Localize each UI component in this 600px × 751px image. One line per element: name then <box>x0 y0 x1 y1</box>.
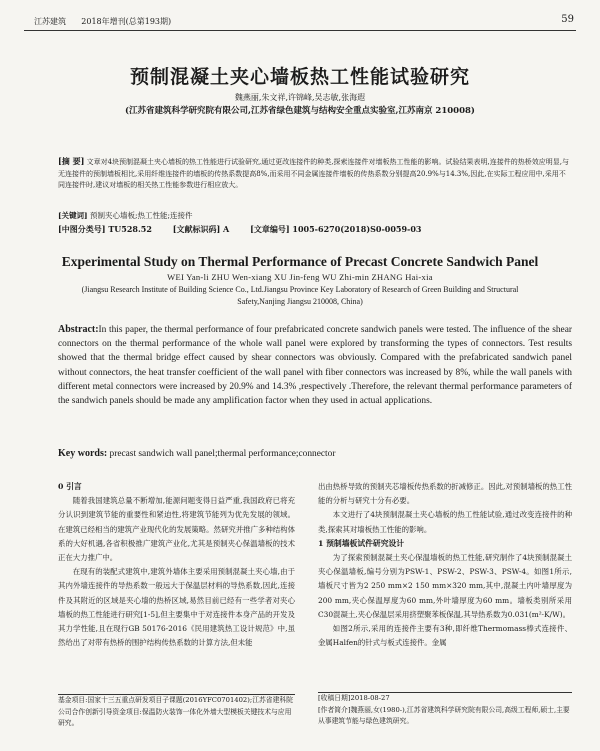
document-code: [文献标识码] A <box>172 224 230 234</box>
article-number: [文章编号] 1005-6270(2018)S0-0059-03 <box>250 224 422 234</box>
english-title: Experimental Study on Thermal Performance of Precast Concrete Sandwich Panel <box>61 254 539 269</box>
paper-title: 预制混凝土夹心墙板热工性能试验研究 <box>129 66 470 88</box>
author-list: 魏燕丽,朱文祥,许锦峰,吴志敏,张海遐 <box>234 93 366 102</box>
chinese-abstract-text: 文章对4块预制混凝土夹心墙板的热工性能进行试验研究,通过更改连接件的种类,探索连接件对墙板热工性能的影响。试验结果表明,连接件的热桥效应明显,与无连接件的预制墙板相比,采用纤维连接件的墙板的传热系数提高8%,而采用不同金属连接件墙板的传热系数分别提高20.9%与14.3%,因此,在实际工程应用中,采用不同连接件时,建议对墙板的相关热工性能参数进行相应放大。 <box>58 158 569 189</box>
chinese-keywords-label: [关键词] <box>58 211 88 220</box>
clc-number: [中图分类号] TU528.52 <box>58 224 152 234</box>
body-paragraph: 在现有的装配式建筑中,建筑外墙体主要采用预制混凝土夹心墙,由于其内外墙连接件的导热系数一般远大于保温层材料的导热系数,因此,连接件及其附近的区域是夹心墙的热桥区域,易然目前已经有一些学者对夹心墙板的热工性能进行研究[1-5],但主要集中于对连接件本身产品的开发及其力学性能,且在现行GB 50176-2016《民用建筑热工设计规范》中,虽然给出了对带有热桥的围护结构传热系数的计算方法,但未能 <box>58 567 295 648</box>
running-header <box>24 12 576 31</box>
chinese-keywords <box>58 210 572 221</box>
body-paragraph: 随着我国建筑总量不断增加,能源问题变得日益严重,我国政府已将充分认识到建筑节能的重要性和紧迫性,将建筑节能列为优先发展的领域。在建筑已经相当的建筑产业现代化的发展策略。然研究并推广多种结构体系的大好机遇,各省积极推广建筑产业化,尤其是预制夹心保温墙板的技术正在大力推广中。 <box>58 496 295 563</box>
funding-footnote: 基金项目:国家十三五重点研发项目子课题(2016YFC0701402);江苏省建科院公司合作创新引导资金项目:保温防火装饰一体化外墙大型模板关键技术与应用研究。 <box>58 696 293 727</box>
english-keywords <box>58 448 572 459</box>
section-heading-design: 1 预制墙板试件研究设计 <box>318 538 405 548</box>
affiliation: (江苏省建筑科学研究院有限公司,江苏省绿色建筑与结构安全重点实验室,江苏南京 210008) <box>125 106 475 116</box>
received-note <box>318 693 572 728</box>
received-date: [收稿日期]2018-08-27 <box>318 694 390 702</box>
issue-info: 2018年增刊(总第193期) <box>81 17 172 26</box>
body-paragraph: 如图2所示,采用的连接件主要有3种,即纤维Thermomass棒式连接件、金属Halfen的针式与板式连接件。金属 <box>318 624 572 648</box>
author-bio: [作者简介]魏燕丽,女(1980-),江苏省建筑科学研究院有限公司,高级工程师,硕士,主要从事建筑节能与绿色建筑研究。 <box>318 705 570 725</box>
english-abstract-text: In this paper, the thermal performance of four prefabricated concrete sandwich panels were tested. The influence of the shear connectors on the thermal performance of the whole wall panel were explored by transforming the types of connectors. Test results showed that the thermal bridge effect caused by shear connectors was obviously. Compared with the prefabricated sandwich panel without connectors, the heat transfer coefficient of the wall panel with fiber connectors was increased by 8%, while the wall panels with different metal connectors were increased by 20.9% and 14.3% ,respectively .Therefore, the relevant thermal performance parameters of the sandwich panels should be made any amplification factor when they used in actual applications. <box>58 325 572 407</box>
page-number: 59 <box>561 14 574 25</box>
right-column <box>318 480 572 650</box>
section-heading-intro: 0 引言 <box>58 482 82 491</box>
english-abstract-label: Abstract: <box>58 324 99 335</box>
journal-name: 江苏建筑 <box>34 17 66 26</box>
english-keywords-text: precast sandwich wall panel;thermal performance;connector <box>109 449 336 459</box>
classification-row <box>58 224 572 235</box>
chinese-abstract <box>58 156 572 192</box>
body-paragraph: 出由热桥导致的预制夹芯墙板传热系数的折减修正。因此,对预制墙板的热工性能的分析与研究十分有必要。 <box>318 482 572 506</box>
chinese-keywords-text: 预制夹心墙板;热工性能;连接件 <box>90 211 193 220</box>
chinese-abstract-label: [摘 要] <box>58 156 85 166</box>
english-authors: WEI Yan-li ZHU Wen-xiang XU Jin-feng WU Zhi-min ZHANG Hai-xia <box>167 272 433 282</box>
body-paragraph: 为了探索预制混凝土夹心保温墙板的热工性能,研究制作了4块预制混凝土夹心保温墙板,编号分别为PSW-1、PSW-2、PSW-3、PSW-4。如图1所示,墙板尺寸皆为2 250 mm×2 150 mm×320 mm,其中,混凝土内叶墙厚度为200 mm,夹心保温厚度为60 mm,外叶墙厚度为60 mm。墙板类别所采用C30混凝土,夹心保温层采用挤塑聚苯板保温,其导热系数为0.031(m²·K/W)。 <box>318 553 572 619</box>
body-paragraph: 本文进行了4块预制混凝土夹心墙板的热工性能试验,通过改变连接件的种类,探索其对墙板热工性能的影响。 <box>318 510 572 534</box>
english-keywords-label: Key words: <box>58 448 108 459</box>
left-column <box>58 480 295 650</box>
english-affiliation: (Jiangsu Research Institute of Building Science Co., Ltd.Jiangsu Province Key Laboratory of Research of Green Building and Structural Safety,Nanjing Jiangsu 210008, China) <box>81 285 519 306</box>
journal-issue-line <box>34 16 171 27</box>
english-abstract <box>58 323 572 408</box>
